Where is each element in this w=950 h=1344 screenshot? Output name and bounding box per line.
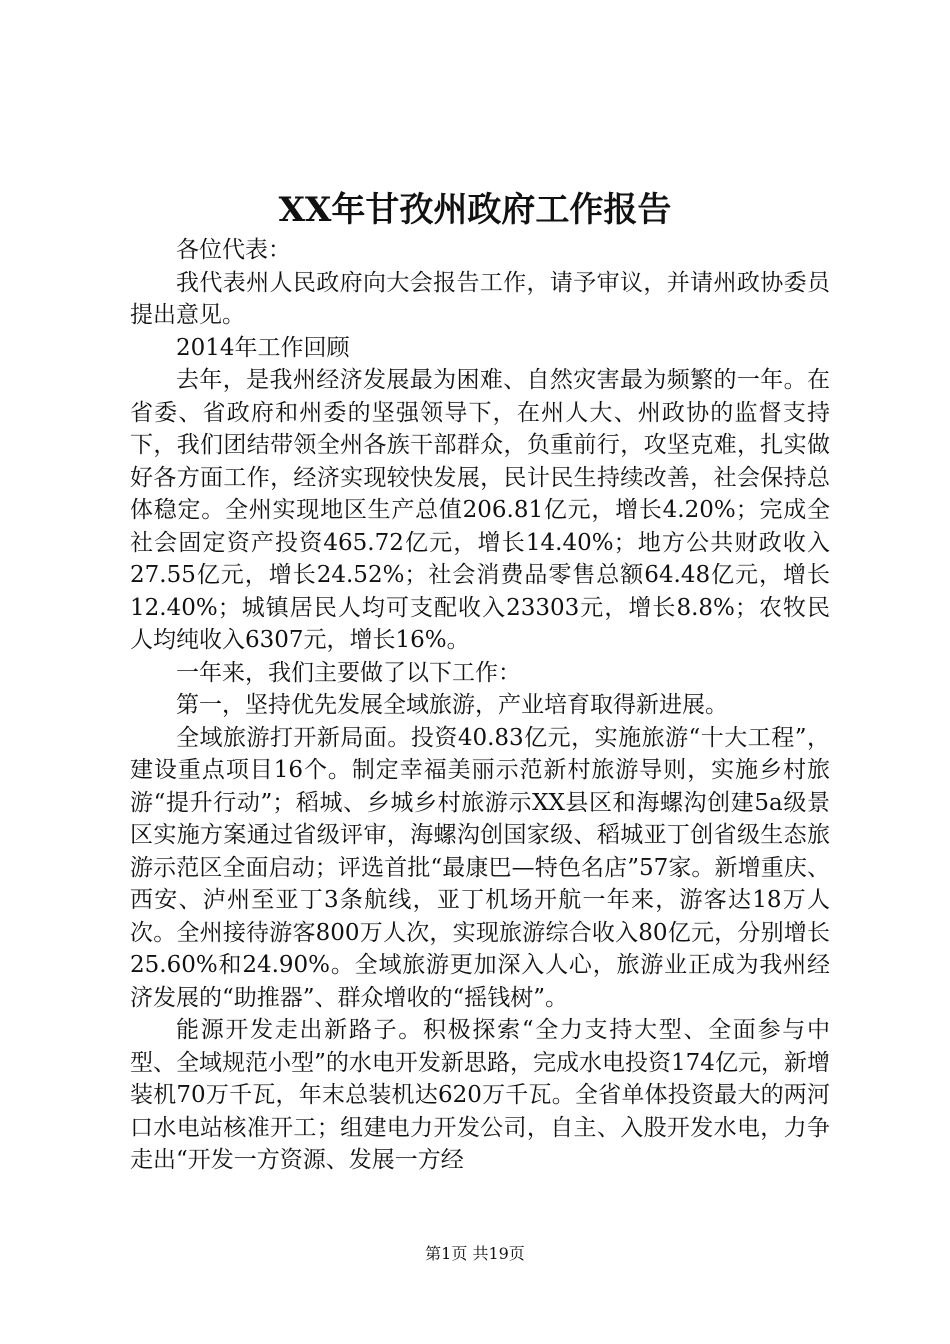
salutation: 各位代表： — [176, 237, 291, 263]
document-body — [130, 234, 830, 1177]
paragraph-review: 去年，是我州经济发展最为困难、自然灾害最为频繁的一年。在省委、省政府和州委的坚强领导下，在州人大、州政协的监督支持下，我们团结带领全州各族干部群众，负重前行，攻坚克难，扎实做好各方面工作，经济实现较快发展，民计民生持续改善，社会保持总体稳定。全州实现地区生产总值206.81亿元，增长4.20%；完成全社会固定资产投资465.72亿元，增长14.40%；地方公共财政收入27.55亿元，增长24.52%；社会消费品零售总额64.48亿元，增长12.40%；城镇居民人均可支配收入23303元，增长8.8%；农牧民人均纯收入6307元，增长16%。 — [130, 367, 830, 653]
section-heading-first: 第一，坚持优先发展全域旅游，产业培育取得新进展。 — [176, 692, 728, 718]
paragraph-work-intro: 一年来，我们主要做了以下工作： — [176, 659, 521, 686]
paragraph-tourism: 全域旅游打开新局面。投资40.83亿元，实施旅游“十大工程”，建设重点项目16个。制定幸福美丽示范新村旅游导则，实施乡村旅游“提升行动”；稻城、乡城乡村旅游示XX县区和海螺沟创建5a级景区实施方案通过省级评审，海螺沟创国家级、稻城亚丁创省级生态旅游示范区全面启动；评选首批“最康巴—特色名店”57家。新增重庆、西安、泸州至亚丁3条航线，亚丁机场开航一年来，游客达18万人次。全州接待游客800万人次，实现旅游综合收入80亿元，分别增长25.60%和24.90%。全域旅游更加深入人心，旅游业正成为我州经济发展的“助推器”、群众增收的“摇钱树”。 — [130, 724, 830, 1011]
section-heading-review: 2014年工作回顾 — [176, 334, 350, 361]
paragraph-energy: 能源开发走出新路子。积极探索“全力支持大型、全面参与中型、全域规范小型”的水电开发新思路，完成水电投资174亿元，新增装机70万千瓦，年末总装机达620万千瓦。全省单体投资最大的两河口水电站核准开工；组建电力开发公司，自主、入股开发水电，力争走出“开发一方资源、发展一方经 — [130, 1017, 830, 1173]
paragraph-intro: 我代表州人民政府向大会报告工作，请予审议，并请州政协委员提出意见。 — [130, 269, 830, 328]
document-title: XX年甘孜州政府工作报告 — [278, 190, 672, 230]
page-number: 第1页 共19页 — [425, 1244, 525, 1263]
